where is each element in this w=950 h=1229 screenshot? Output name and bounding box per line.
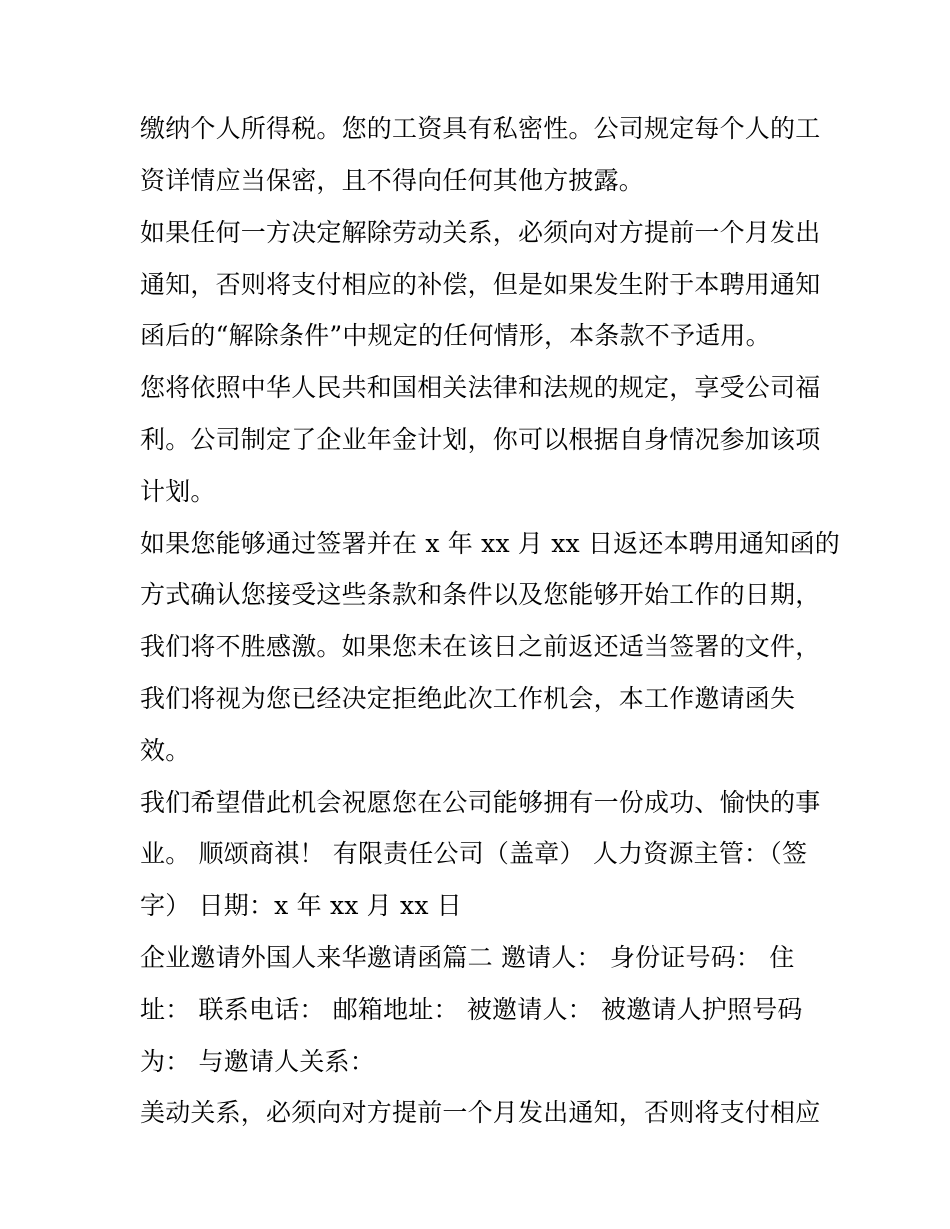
text-line: 效。	[140, 736, 191, 765]
text-line: 缴纳个人所得税。您的工资具有私密性。公司规定每个人的工	[140, 114, 821, 143]
text-line: 资详情应当保密，且不得向任何其他方披露。	[140, 166, 645, 195]
text-line: 业。 顺颂商祺！ 有限责任公司（盖章） 人力资源主管：（签	[140, 839, 808, 868]
text-line: 美动关系，必须向对方提前一个月发出通知，否则将支付相应	[140, 1098, 821, 1127]
text-line: 方式确认您接受这些条款和条件以及您能够开始工作的日期，	[140, 580, 821, 609]
text-line: 您将依照中华人民共和国相关法律和法规的规定，享受公司福	[140, 373, 821, 402]
text-line: 如果任何一方决定解除劳动关系，必须向对方提前一个月发出	[140, 218, 821, 247]
text-line: 通知，否则将支付相应的补偿，但是如果发生附于本聘用通知	[140, 270, 821, 299]
text-line: 计划。	[140, 477, 216, 506]
text-line: 函后的“解除条件”中规定的任何情形，本条款不予适用。	[140, 321, 771, 350]
text-line: 我们希望借此机会祝愿您在公司能够拥有一份成功、愉快的事	[140, 788, 821, 817]
text-line: 如果您能够通过签署并在 x 年 xx 月 xx 日返还本聘用通知函的	[140, 529, 840, 558]
text-line: 字） 日期：x 年 xx 月 xx 日	[140, 891, 462, 920]
text-line: 我们将不胜感激。如果您未在该日之前返还适当签署的文件，	[140, 632, 821, 661]
text-line: 为： 与邀请人关系：	[140, 1047, 375, 1076]
text-line: 我们将视为您已经决定拒绝此次工作机会，本工作邀请函失	[140, 684, 796, 713]
text-line: 址： 联系电话： 邮箱地址： 被邀请人： 被邀请人护照号码	[140, 995, 803, 1024]
text-line: 利。公司制定了企业年金计划，你可以根据自身情况参加该项	[140, 425, 821, 454]
text-line: 企业邀请外国人来华邀请函篇二 邀请人： 身份证号码： 住	[140, 943, 795, 972]
